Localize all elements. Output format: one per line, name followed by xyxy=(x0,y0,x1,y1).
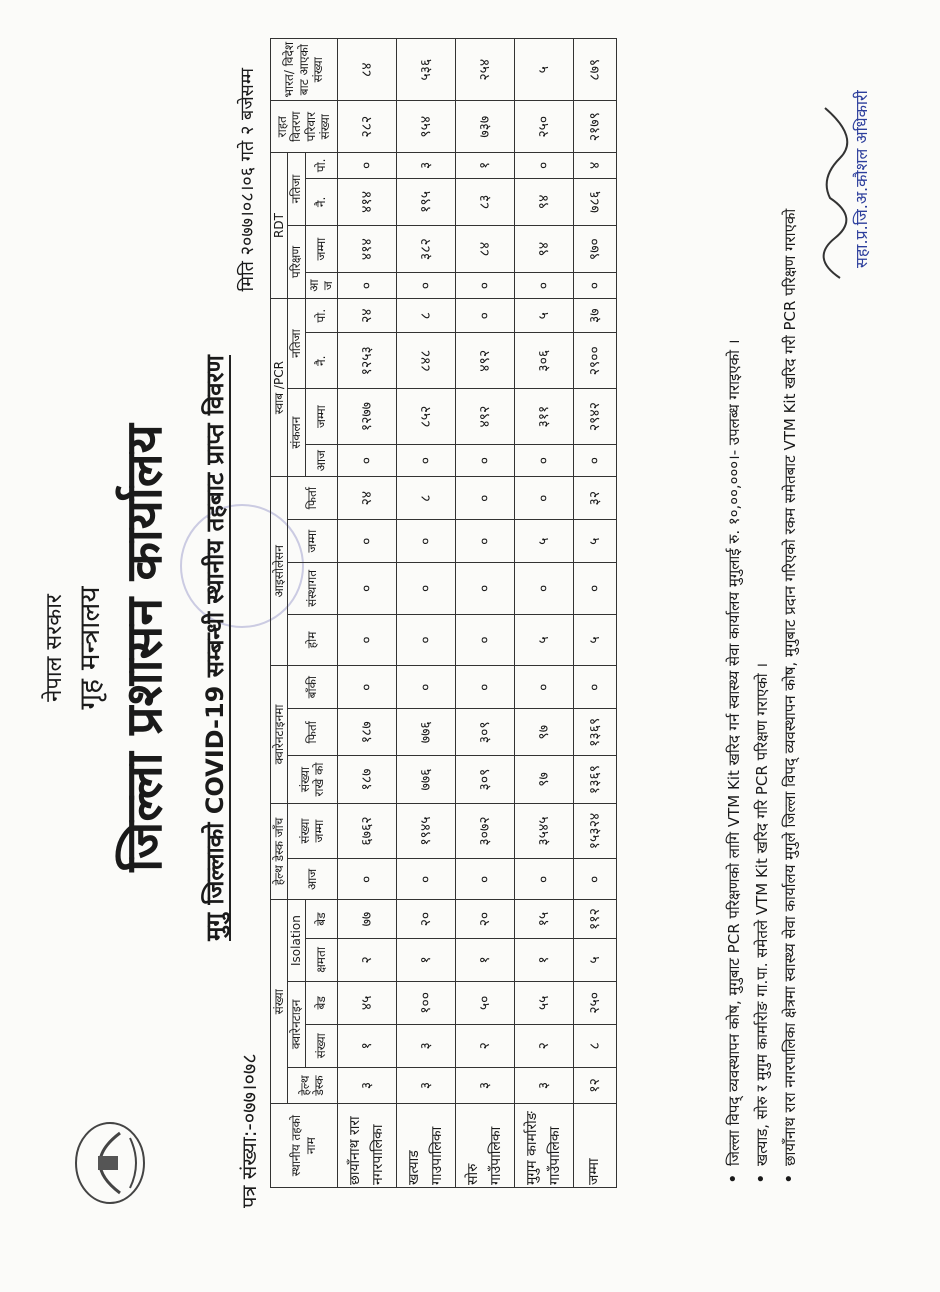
covid-report-table xyxy=(270,38,617,1188)
signature-name: सहा.प्र.जि.अ.कौशल अधिकारी xyxy=(852,90,871,268)
table-total-row xyxy=(573,39,616,1188)
notes-list xyxy=(720,88,804,1188)
table-cell: ३८२ xyxy=(396,226,455,273)
table-cell: ३११ xyxy=(514,389,573,445)
col-health-desk: हेल्थ डेस्क xyxy=(288,1067,337,1104)
col-rdt-total: जम्मा xyxy=(305,226,337,273)
col-india: भारत/ विदेश बाट आएको संख्या xyxy=(271,39,338,101)
col-q-staying: संख्या राखे को xyxy=(288,756,337,803)
table-cell: ६७६२ xyxy=(337,803,396,859)
table-cell: ३ xyxy=(455,1067,514,1104)
local-body-name: खत्याड गाउपालिका xyxy=(396,1104,455,1188)
table-cell: २० xyxy=(455,900,514,939)
table-cell: ३२ xyxy=(573,477,616,520)
col-rdt-result: नतिजा xyxy=(288,152,305,225)
table-cell: ८७९ xyxy=(573,39,616,101)
table-cell: ० xyxy=(396,445,455,477)
table-cell: ३ xyxy=(514,1067,573,1104)
report-date: मिति २०७७।०८।०६ गते २ बजेसम्म xyxy=(237,68,258,292)
document-subject: मुगु जिल्लाको COVID-19 सम्बन्धी स्थानीय तहबाट प्राप्त विवरण xyxy=(201,355,229,941)
col-group-count: संख्या xyxy=(271,900,288,1104)
col-swab-positive: पो. xyxy=(305,299,337,333)
table-cell: ० xyxy=(514,445,573,477)
col-local-name: स्थानीय तहको नाम xyxy=(271,1104,338,1188)
table-cell: ० xyxy=(514,666,573,709)
table-cell: २० xyxy=(396,900,455,939)
col-group-rdt: RDT xyxy=(271,152,288,298)
table-cell: ८ xyxy=(396,477,455,520)
table-cell: ० xyxy=(455,666,514,709)
table-cell: ७७ xyxy=(337,900,396,939)
table-cell: ० xyxy=(396,563,455,615)
table-cell: ५ xyxy=(573,938,616,981)
table-cell: ४१४ xyxy=(337,178,396,225)
table-cell: ९७ xyxy=(514,709,573,756)
table-cell: १९४५ xyxy=(396,803,455,859)
table-cell: ४९२ xyxy=(455,389,514,445)
table-cell: १ xyxy=(514,938,573,981)
local-body-name: मुगुम कार्मारोङ गाउँपालिका xyxy=(514,1104,573,1188)
col-iso-returned: फिर्ता xyxy=(288,477,337,520)
table-cell: २५४ xyxy=(455,39,514,101)
table-cell: ७७६ xyxy=(396,756,455,803)
office-title: जिल्ला प्रशासन कार्यालय xyxy=(115,424,173,872)
table-cell: १ xyxy=(337,1024,396,1067)
table-cell: ० xyxy=(337,859,396,900)
table-cell: ० xyxy=(455,273,514,299)
table-cell: १ xyxy=(455,152,514,178)
table-cell: ० xyxy=(514,152,573,178)
local-body-name: जम्मा xyxy=(573,1104,616,1188)
table-cell: ४ xyxy=(573,152,616,178)
table-cell: ५० xyxy=(455,981,514,1024)
table-cell: ४५ xyxy=(337,981,396,1024)
table-cell: ० xyxy=(337,273,396,299)
table-cell: २५० xyxy=(573,981,616,1024)
table-cell: ० xyxy=(396,273,455,299)
col-rdt-positive: पो. xyxy=(305,152,337,178)
table-row xyxy=(455,39,514,1188)
note-item: • जिल्ला विपद् व्यवस्थापन कोष, मुगुबाट PCR परिक्षणको लागि VTM Kit खरिद गर्न स्वास्थ्य सेवा कार्यालय मुगुलाई रु. १०,००,०००।- उपलब्ध गराइएको । xyxy=(720,88,748,1188)
note-item: • छायाँनाथ रारा नगरपालिका क्षेत्रमा स्वास्थ्य सेवा कार्यालय मुगुले जिल्ला विपद् व्यवस्थापन कोष, मुगुबाट प्रदान गरिएको रकम समेतबाट VTM Kit खरिद गरी PCR परिक्षण गराएको xyxy=(776,88,804,1188)
table-cell: ० xyxy=(455,477,514,520)
table-cell: ९५४ xyxy=(396,101,455,153)
table-cell: ९७० xyxy=(573,226,616,273)
reference-number: पत्र संख्या:-०७७।०७८ xyxy=(237,1053,261,1208)
table-cell: ० xyxy=(337,563,396,615)
table-cell: ११२ xyxy=(573,900,616,939)
table-cell: ० xyxy=(396,666,455,709)
table-cell: ३ xyxy=(396,1024,455,1067)
table-cell: ० xyxy=(455,859,514,900)
table-cell: ० xyxy=(337,152,396,178)
col-iso-total: जम्मा xyxy=(288,520,337,563)
table-cell: ९४ xyxy=(514,178,573,225)
table-cell: १२५३ xyxy=(337,333,396,389)
table-cell: ३०९ xyxy=(455,756,514,803)
table-cell: ० xyxy=(455,614,514,666)
col-swab-sampling: संकलन xyxy=(288,389,305,477)
table-cell: ५ xyxy=(514,520,573,563)
col-rdt-today: आ ज xyxy=(305,273,337,299)
col-swab-negative: नै. xyxy=(305,333,337,389)
table-cell: २४ xyxy=(337,299,396,333)
col-hd-today: आज xyxy=(288,859,337,900)
table-cell: ० xyxy=(396,520,455,563)
col-q-count: संख्या xyxy=(305,1024,337,1067)
table-cell: ५ xyxy=(573,614,616,666)
col-swab-today: आज xyxy=(305,445,337,477)
table-cell: ३०६ xyxy=(514,333,573,389)
table-cell: ९४ xyxy=(514,226,573,273)
table-cell: ० xyxy=(455,445,514,477)
table-cell: ३०७२ xyxy=(455,803,514,859)
table-cell: ० xyxy=(514,477,573,520)
col-q-remaining: बाँकी xyxy=(288,666,337,709)
table-row xyxy=(337,39,396,1188)
table-cell: १ xyxy=(455,938,514,981)
table-cell: ० xyxy=(573,563,616,615)
ministry-title: गृह मन्त्रालय xyxy=(73,586,106,710)
col-rdt-testing: परिक्षण xyxy=(288,226,305,299)
col-group-quarantine: क्वारेनटाइन xyxy=(288,981,305,1067)
table-cell: ७३७ xyxy=(455,101,514,153)
table-cell: ४१४ xyxy=(337,226,396,273)
table-cell: ५ xyxy=(514,39,573,101)
note-item: • खत्याड, सोरु र मुगुम कार्मारोङ गा.पा. समेतले VTM Kit खरिद गरि PCR परिक्षण गराएको । xyxy=(748,88,776,1188)
table-cell: २१७९ xyxy=(573,101,616,153)
table-cell: २९४२ xyxy=(573,389,616,445)
table-cell: ५ xyxy=(514,299,573,333)
table-cell: १९५ xyxy=(396,178,455,225)
col-rdt-negative: नै. xyxy=(305,178,337,225)
col-q-bed: बेड xyxy=(305,981,337,1024)
table-cell: ८५२ xyxy=(396,389,455,445)
col-swab-total: जम्मा xyxy=(305,389,337,445)
table-cell: ८३ xyxy=(455,178,514,225)
col-hd-total: संख्या जम्मा xyxy=(288,803,337,859)
table-cell: ८ xyxy=(396,299,455,333)
table-cell: १८७ xyxy=(337,709,396,756)
table-cell: ५५ xyxy=(514,981,573,1024)
table-cell: ३ xyxy=(396,152,455,178)
table-cell: ७७६ xyxy=(396,709,455,756)
table-cell: १५ xyxy=(514,900,573,939)
table-cell: १३६९ xyxy=(573,709,616,756)
table-cell: ० xyxy=(514,273,573,299)
table-cell: २ xyxy=(337,938,396,981)
table-cell: १८७ xyxy=(337,756,396,803)
table-cell: ० xyxy=(337,445,396,477)
table-cell: ३५४५ xyxy=(514,803,573,859)
col-relief: राहत वितरण परिवार संख्या xyxy=(271,101,338,153)
col-iso-institutional: संस्थागत xyxy=(288,563,337,615)
table-row xyxy=(396,39,455,1188)
local-body-name: छायाँनाथ रारा नगरपालिका xyxy=(337,1104,396,1188)
table-cell: २८२ xyxy=(337,101,396,153)
local-body-name: सोरु गाउँपालिका xyxy=(455,1104,514,1188)
table-cell: ० xyxy=(337,666,396,709)
table-cell: ० xyxy=(396,614,455,666)
table-cell: ३ xyxy=(396,1067,455,1104)
table-cell: ५३६ xyxy=(396,39,455,101)
table-cell: ० xyxy=(337,614,396,666)
table-cell: ० xyxy=(514,563,573,615)
col-group-swab: स्वाब /PCR xyxy=(271,299,288,477)
table-cell: २५० xyxy=(514,101,573,153)
table-cell: ३०९ xyxy=(455,709,514,756)
table-cell: ० xyxy=(573,273,616,299)
table-cell: १३६९ xyxy=(573,756,616,803)
col-iso-home: होम xyxy=(288,614,337,666)
table-cell: ८४८ xyxy=(396,333,455,389)
table-cell: २ xyxy=(514,1024,573,1067)
col-i-capacity: क्षमता xyxy=(305,938,337,981)
table-cell: ५ xyxy=(573,520,616,563)
table-cell: ८४ xyxy=(337,39,396,101)
table-cell: २४ xyxy=(337,477,396,520)
table-cell: ० xyxy=(455,299,514,333)
table-cell: ९७ xyxy=(514,756,573,803)
col-q-returned: फिर्ता xyxy=(288,709,337,756)
col-swab-result: नतिजा xyxy=(288,299,305,389)
col-group-isolation: Isolation xyxy=(288,900,305,982)
table-cell: ० xyxy=(573,859,616,900)
table-cell: ० xyxy=(514,859,573,900)
table-cell: ८४ xyxy=(455,226,514,273)
table-cell: ० xyxy=(455,520,514,563)
table-cell: ३७ xyxy=(573,299,616,333)
table-cell: ८ xyxy=(573,1024,616,1067)
table-cell: ० xyxy=(396,859,455,900)
table-cell: १ xyxy=(396,938,455,981)
table-cell: ४९२ xyxy=(455,333,514,389)
table-cell: ३ xyxy=(337,1067,396,1104)
table-cell: ७८६ xyxy=(573,178,616,225)
government-title: नेपाल सरकार xyxy=(42,594,67,702)
table-cell: ५ xyxy=(514,614,573,666)
table-cell: ० xyxy=(573,666,616,709)
col-group-in-quarantine: क्वारेनटाइनमा xyxy=(271,666,288,803)
col-i-bed: बेड xyxy=(305,900,337,939)
table-cell: ० xyxy=(573,445,616,477)
table-cell: १२ xyxy=(573,1067,616,1104)
table-cell: १०० xyxy=(396,981,455,1024)
table-cell: २९०० xyxy=(573,333,616,389)
col-group-isolation-np: आइसोलेसन xyxy=(271,477,288,666)
col-group-health-desk: हेल्थ डेस्क जाँच xyxy=(271,803,288,900)
table-cell: ० xyxy=(455,563,514,615)
rotated-document xyxy=(30,28,910,1268)
table-cell: १५३२४ xyxy=(573,803,616,859)
table-row xyxy=(514,39,573,1188)
table-cell: १२७७ xyxy=(337,389,396,445)
table-cell: २ xyxy=(455,1024,514,1067)
table-cell: ० xyxy=(337,520,396,563)
